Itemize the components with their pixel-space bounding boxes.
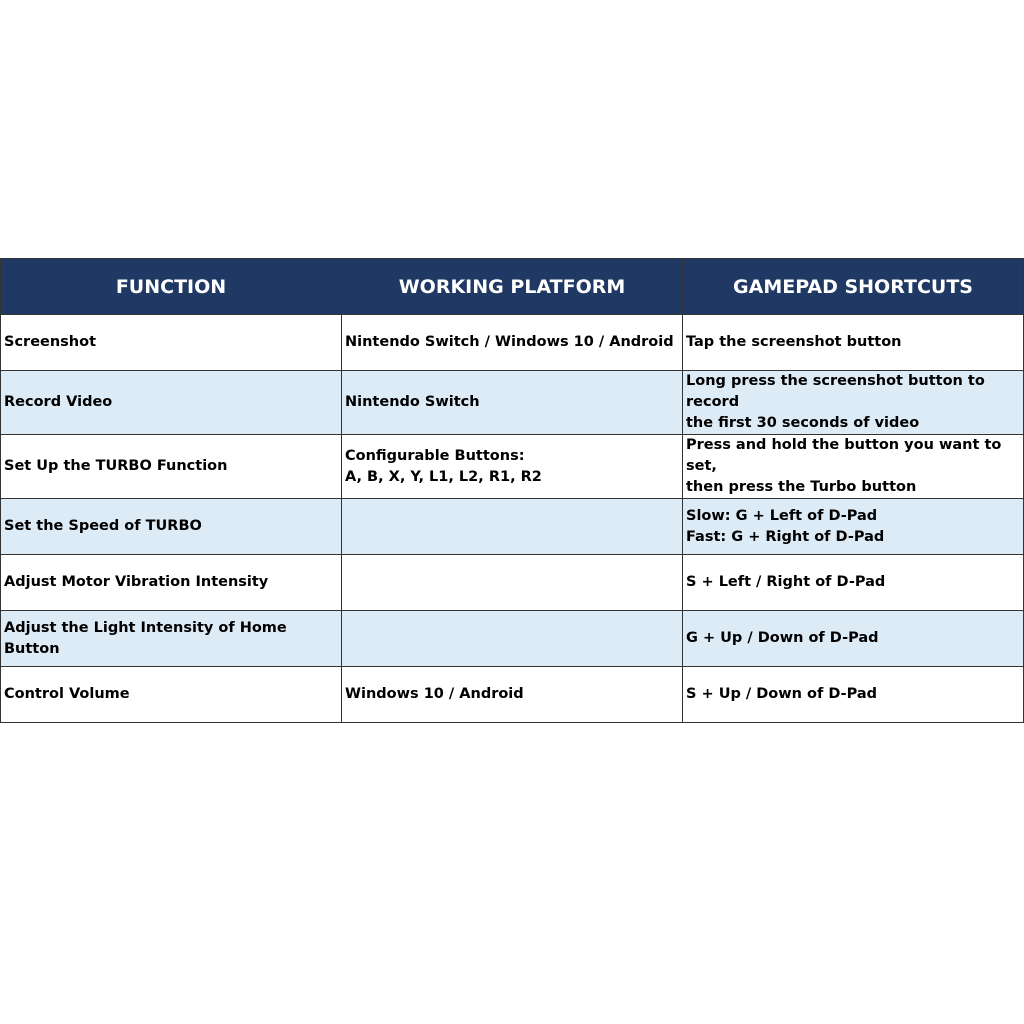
shortcut-cell-line: the first 30 seconds of video <box>686 415 920 431</box>
header-shortcuts: GAMEPAD SHORTCUTS <box>683 259 1024 315</box>
platform-cell <box>342 371 683 435</box>
shortcut-cell-line: Fast: G + Right of D-Pad <box>686 528 885 545</box>
table-row <box>1 611 1024 667</box>
shortcut-cell <box>683 611 1024 667</box>
shortcut-cell <box>683 555 1024 611</box>
function-cell: Set Up the TURBO Function <box>1 435 342 499</box>
platform-cell <box>342 499 683 555</box>
header-platform: WORKING PLATFORM <box>342 259 683 315</box>
platform-cell-line: A, B, X, Y, L1, L2, R1, R2 <box>345 468 542 485</box>
shortcut-cell-line: S + Up / Down of D-Pad <box>686 686 878 702</box>
table-row <box>1 499 1024 555</box>
function-cell: Control Volume <box>1 667 342 723</box>
header-function: FUNCTION <box>1 259 342 315</box>
platform-cell <box>342 667 683 723</box>
table-row <box>1 315 1024 371</box>
shortcut-cell <box>683 315 1024 371</box>
shortcut-cell-line: G + Up / Down of D-Pad <box>686 630 879 646</box>
platform-cell-line: Nintendo Switch <box>345 394 480 410</box>
function-cell: Screenshot <box>1 315 342 371</box>
shortcut-cell <box>683 499 1024 555</box>
table-row <box>1 371 1024 435</box>
shortcuts-table <box>0 258 1024 723</box>
function-cell: Record Video <box>1 371 342 435</box>
function-cell: Set the Speed of TURBO <box>1 499 342 555</box>
shortcut-cell-line: then press the Turbo button <box>686 479 917 495</box>
function-cell: Adjust the Light Intensity of Home Button <box>1 611 342 667</box>
platform-cell-line: Windows 10 / Android <box>345 686 524 702</box>
platform-cell <box>342 435 683 499</box>
platform-cell-line: Nintendo Switch / Windows 10 / Android <box>345 334 674 350</box>
table-row <box>1 667 1024 723</box>
shortcut-cell-line: Press and hold the button you want to set, <box>686 437 1002 474</box>
shortcut-cell <box>683 435 1024 499</box>
platform-cell-line: Configurable Buttons: <box>345 447 525 464</box>
shortcut-cell <box>683 371 1024 435</box>
table-row <box>1 555 1024 611</box>
function-cell: Adjust Motor Vibration Intensity <box>1 555 342 611</box>
shortcut-cell-line: Tap the screenshot button <box>686 334 902 350</box>
table-row <box>1 435 1024 499</box>
platform-cell <box>342 555 683 611</box>
header-row <box>1 259 1024 315</box>
shortcut-cell <box>683 667 1024 723</box>
platform-cell <box>342 611 683 667</box>
platform-cell <box>342 315 683 371</box>
shortcut-cell-line: Slow: G + Left of D-Pad <box>686 507 878 524</box>
shortcut-cell-line: Long press the screenshot button to record <box>686 373 985 410</box>
shortcut-cell-line: S + Left / Right of D-Pad <box>686 574 886 590</box>
